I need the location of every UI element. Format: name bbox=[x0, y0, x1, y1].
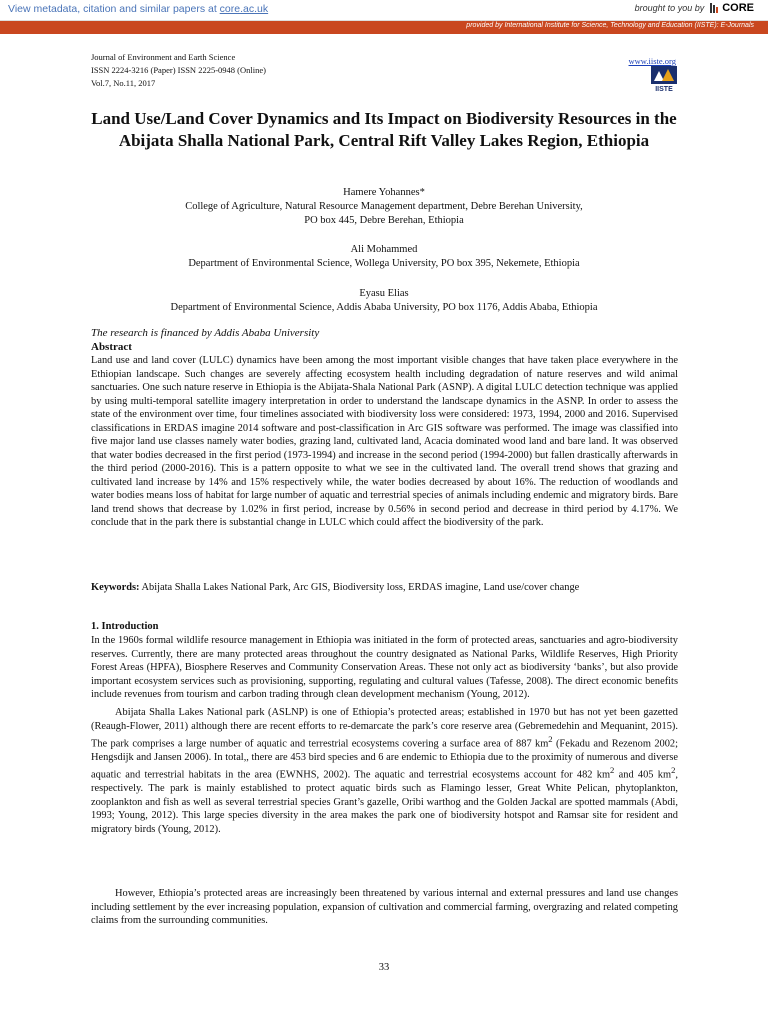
keywords bbox=[91, 581, 678, 595]
core-banner bbox=[0, 0, 768, 21]
intro-paragraph: In the 1960s formal wildlife resource management in Ethiopia was initiated in the form of protected areas, sanctuaries and agro-biodiversity reserves. Currently, there are many protected areas throughout the country designated as National Parks, Wildlife Reserves, High Priority Forest Areas (HPFA), Biosphere Reserves and Community Conservation Areas. These not only act as biodiversity ‘banks’, but also provide important ecosystem services such as provisioning, supporting, regulating and cultural values (Tafesse, 2008). The direct economic benefits include revenues from tourism and carbon trading through clean development mechanism (Young, 2012). bbox=[91, 635, 678, 700]
author-name: Ali Mohammed bbox=[350, 244, 418, 255]
abstract-text: Land use and land cover (LULC) dynamics have been among the most important visible changes that have taken place everywhere in the Ethiopian landscape. Such changes are severely affecting ecosystem health including degradation of nature reserves and wild animal sanctuaries. One such nature reserve in Ethiopia is the Abijata-Shala National Park (ASNP). A digital LULC detection technique was applied by using multi-temporal satellite imagery interpretation in order to understand the landscape dynamics in the ASNP. In order to assess the state of the environment over time, four timelines associated with biodiversity loss were considered: 1973, 1994, 2000 and 2016. Supervised classifications in ERDAS imagine 2014 software and post-classification in Arc GIS software was performed. The image was classified into five major land use classes namely water bodies, grazing land, cultivated land, Acacia dominated wood land and bare land. It was observed that water bodies decreased in the first period (1973-1994) and increase in the second period (1994-2000) but fallen drastically afterwards in the third period (2000-2016). This is a pattern opposite to what we see in the cultivated land. The overall trend shows that grazing and cultivated land increase by 14% and 15% respectively while, the water bodies decreased by about 16%. The reduction of woodlands and water bodies means loss of habitat for large number of aquatic and terrestrial species of animals including endemic and migratory birds. Bare land trend shows that decrease by 1.02% in first period, increase by 0.56% in second period and decrease in third period by 4.17%. We conclude that in the park there is substantial change in LULC which could affect the biodiversity of the park. bbox=[91, 355, 678, 528]
core-brand: brought to you by CORE bbox=[634, 2, 754, 14]
core-link[interactable]: core.ac.uk bbox=[219, 3, 269, 15]
author-affiliation: Department of Environmental Science, Wollega University, PO box 395, Nekemete, Ethiopia bbox=[188, 258, 580, 269]
author-block bbox=[80, 287, 688, 315]
core-logo-icon bbox=[708, 2, 718, 14]
author-affiliation: College of Agriculture, Natural Resource Management department, Debre Berehan University, bbox=[185, 201, 583, 212]
author-block bbox=[80, 243, 688, 271]
svg-text:IISTE: IISTE bbox=[655, 86, 673, 92]
author-affiliation: Department of Environmental Science, Addis Ababa University, PO box 1176, Addis Ababa, Ethiopia bbox=[170, 302, 598, 313]
core-metadata-text: View metadata, citation and similar papers at core.ac.uk bbox=[8, 3, 269, 15]
author-affiliation: PO box 445, Debre Berehan, Ethiopia bbox=[304, 215, 464, 226]
abstract-heading: Abstract bbox=[91, 341, 132, 353]
journal-volume: Vol.7, No.11, 2017 bbox=[91, 78, 156, 88]
page-number: 33 bbox=[378, 962, 390, 973]
provided-by-bar bbox=[0, 21, 768, 34]
paper-title: Land Use/Land Cover Dynamics and Its Impact on Biodiversity Resources in the Abijata Shalla National Park, Central Rift Valley Lakes Region, Ethiopia bbox=[91, 109, 677, 150]
journal-header bbox=[91, 51, 266, 90]
journal-issn: ISSN 2224-3216 (Paper) ISSN 2225-0948 (Online) bbox=[91, 65, 266, 75]
author-name: Hamere Yohannes* bbox=[343, 187, 425, 198]
intro-paragraph: However, Ethiopia’s protected areas are increasingly been threatened by various internal and external pressures and land use changes including settlement by the ever increasing population, expansion of cultivation and commercial farming, overgrazing and related competing claims from the surrounding communities. bbox=[91, 888, 678, 926]
keywords-list: Abijata Shalla Lakes National Park, Arc GIS, Biodiversity loss, ERDAS imagine, Land use/cover change bbox=[141, 582, 580, 593]
introduction-heading: 1. Introduction bbox=[91, 621, 159, 632]
funding-note: The research is financed by Addis Ababa University bbox=[91, 327, 320, 339]
keywords-label: Keywords: bbox=[91, 582, 140, 593]
journal-name: Journal of Environment and Earth Science bbox=[91, 52, 236, 62]
iiste-logo-icon bbox=[651, 66, 677, 92]
journal-url-link[interactable]: www.iiste.org bbox=[628, 56, 676, 66]
intro-paragraph: Abijata Shalla Lakes National park (ASLNP) is one of Ethiopia’s protected areas; established in 1970 but has not yet been gazetted (Reaugh-Flower, 2011) although there are recent efforts to re-demarcate the park’s core reserve area (Gebremedehin and Mequanint, 2015). The park comprises a large number of aquatic and terrestrial ecosystems covering a surface area of 887 $km^2$ (Fekadu and Rezenom 2002; Hengsdijk and Jansen 2006). In total,, there are 453 bird species and 6 are endemic to Ethiopia due to the proximity of numerous and diverse aquatic and terrestrial habitats in the area (EWNHS, 2002). The aquatic and terrestrial ecosystems account for 482 $km^2$ and 405 $km^2$, respectively. The park is mainly established to protect aquatic birds such as Flamingo lesser, Great White Pelican, phytoplankton, zooplankton and fish as well as several terrestrial species Grant’s gazelle, Oribi warthog and the Golden Jackal are spotted mammals (Abdi, 1993; Young, 2012). This large species diversity in the area makes the park one of biodiversity hotspot and Ramsar site for resident and migratory birds (Young, 2012). bbox=[91, 707, 678, 835]
author-block bbox=[80, 186, 688, 228]
author-name: Eyasu Elias bbox=[359, 288, 409, 299]
provided-by-text: provided by International Institute for Science, Technology and Education (IISTE): E-Journals bbox=[466, 22, 754, 29]
